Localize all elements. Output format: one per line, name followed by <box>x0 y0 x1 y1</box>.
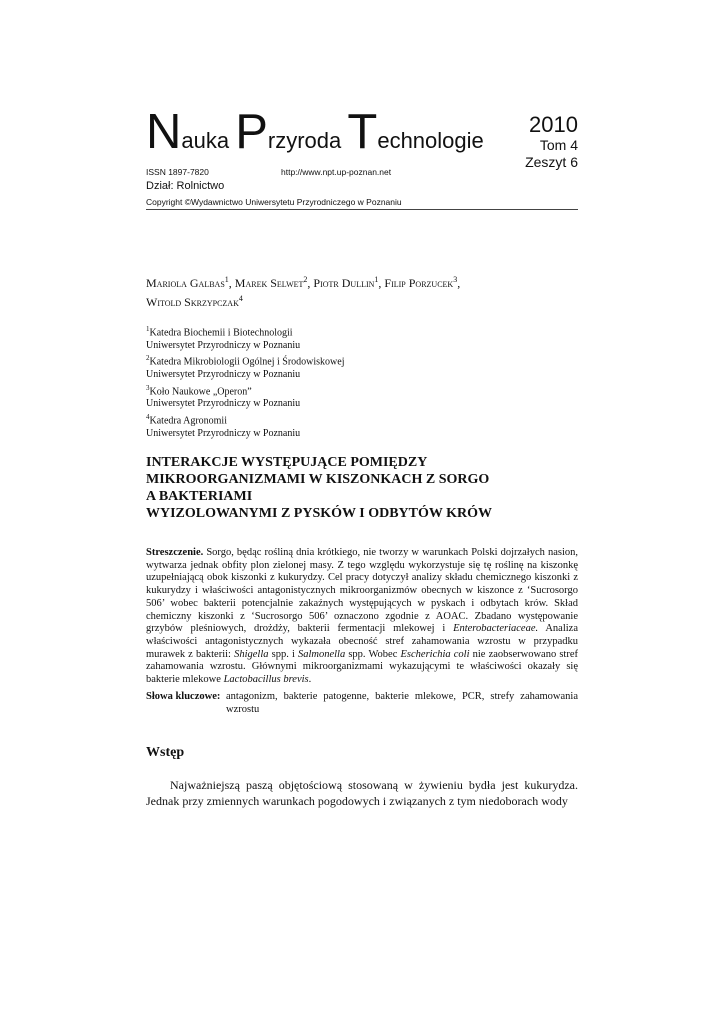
authors: Mariola Galbas$^1$, Marek Selwet$^2$, Piotr Dullin$^1$, Filip Porzucek$^3$, Witold Skrzypczak$^4$ <box>146 275 461 309</box>
author-sup: 3 <box>453 275 458 284</box>
issue: Zeszyt 6 <box>525 154 578 170</box>
keywords-label: Słowa kluczowe: <box>146 691 221 702</box>
header-divider <box>146 209 578 210</box>
keywords-value: antagonizm, bakterie patogenne, bakterie mlekowe, PCR, strefy zahamowania wzrostu <box>226 691 578 715</box>
abstract: Streszczenie. Sorgo, będąc rośliną dnia krótkiego, nie tworzy w warunkach Polski dojrzałych nasion, wytwarza jednak obfity plon zielonej masy. Z tego względu wykorzystuje się tę roślinę na kiszonkę uzupełniającą obok kiszonki z kukurydzy. Cel pracy dotyczył analizy składu chemicznego kiszonki z kukurydzy i właściwości antagonistycznych mikroorganizmów obecnych w kiszonce z ‘Sucrosorgo 506’ wobec bakterii potencjalnie zakaźnych występujących w pyskach i odbytach krów. Skład chemiczny kiszonki z ‘Sucrosorgo 506’ oznaczono zgodnie z AOAC. Zbadano występowanie grzybów pleśniowych, drożdży, bakterii fermentacji mlekowej i Enterobacteriaceae. Analiza właściwości antagonistycznych wykazała obecność stref zahamowania wzrostu w przypadku murawek z bakterii: Shigella spp. i Salmonella spp. Wobec Escherichia coli nie zaobserwowano stref zahamowania wzrostu. Głównymi mikroorganizmami wykazującymi te właściwości okazały się bakterie mlekowe Lactobacillus brevis. <box>146 547 578 686</box>
author-sup: 4 <box>238 294 243 303</box>
affiliation-line: Uniwersytet Przyrodniczy w Poznaniu <box>146 339 301 351</box>
journal-title <box>146 105 484 159</box>
author-name: Filip Porzucek <box>384 276 454 290</box>
volume: Tom 4 <box>539 137 578 153</box>
journal-initial-p: P <box>235 105 268 159</box>
intro-paragraph: Najważniejszą paszą objętościową stosowaną w żywieniu bydła jest kukurydza. Jednak przy zmiennych warunkach pogodowych i związanych z tym niedoborach wody <box>146 778 578 808</box>
affiliation-line: $^4$Katedra Agronomii <box>146 412 227 427</box>
title-line: WYIZOLOWANYMI Z PYSKÓW I ODBYTÓW KRÓW <box>146 506 493 521</box>
journal-word-nauka: auka <box>181 128 236 153</box>
journal-url[interactable]: http://www.npt.up-poznan.net <box>281 167 392 177</box>
journal-word-przyroda: rzyroda <box>267 128 348 153</box>
copyright: Copyright ©Wydawnictwo Uniwersytetu Przyrodniczego w Poznaniu <box>146 197 402 207</box>
journal-initial-n: N <box>146 105 182 159</box>
author-sup: 1 <box>224 275 229 284</box>
author-name: Marek Selwet <box>234 276 304 290</box>
abstract-label: Streszczenie. <box>146 547 204 558</box>
affiliation-line: Uniwersytet Przyrodniczy w Poznaniu <box>146 427 301 439</box>
year: 2010 <box>529 112 578 137</box>
affiliation-line: Uniwersytet Przyrodniczy w Poznaniu <box>146 369 301 381</box>
issn: ISSN 1897-7820 <box>146 167 209 177</box>
title-line: A BAKTERIAMI <box>146 489 253 504</box>
author-name: Mariola Galbas <box>146 276 225 290</box>
affiliations <box>146 323 344 440</box>
title-line: MIKROORGANIZMAMI W KISZONKACH Z SORGO <box>146 472 490 487</box>
affiliation-line: $^2$Katedra Mikrobiologii Ogólnej i Środowiskowej <box>146 354 345 368</box>
issn-row <box>146 167 392 177</box>
affiliation-line: Uniwersytet Przyrodniczy w Poznaniu <box>146 398 301 410</box>
journal-initial-t: T <box>347 105 378 159</box>
author-sup: 1 <box>374 275 379 284</box>
volume-info <box>525 113 578 171</box>
title-line: INTERAKCJE WYSTĘPUJĄCE POMIĘDZY <box>146 455 428 470</box>
author-sup: 2 <box>303 275 308 284</box>
journal-word-technologie: echnologie <box>377 128 484 153</box>
section-heading: Wstęp <box>146 745 185 760</box>
affiliation-line: $^1$Katedra Biochemii i Biotechnologii <box>146 325 293 339</box>
article-title <box>146 454 578 522</box>
author-name: Piotr Dullin <box>313 276 375 290</box>
section-label: Dział: Rolnictwo <box>146 180 225 192</box>
author-name: Witold Skrzypczak <box>146 295 239 309</box>
affiliation-line: $^3$Koło Naukowe „Operon” <box>146 383 252 397</box>
